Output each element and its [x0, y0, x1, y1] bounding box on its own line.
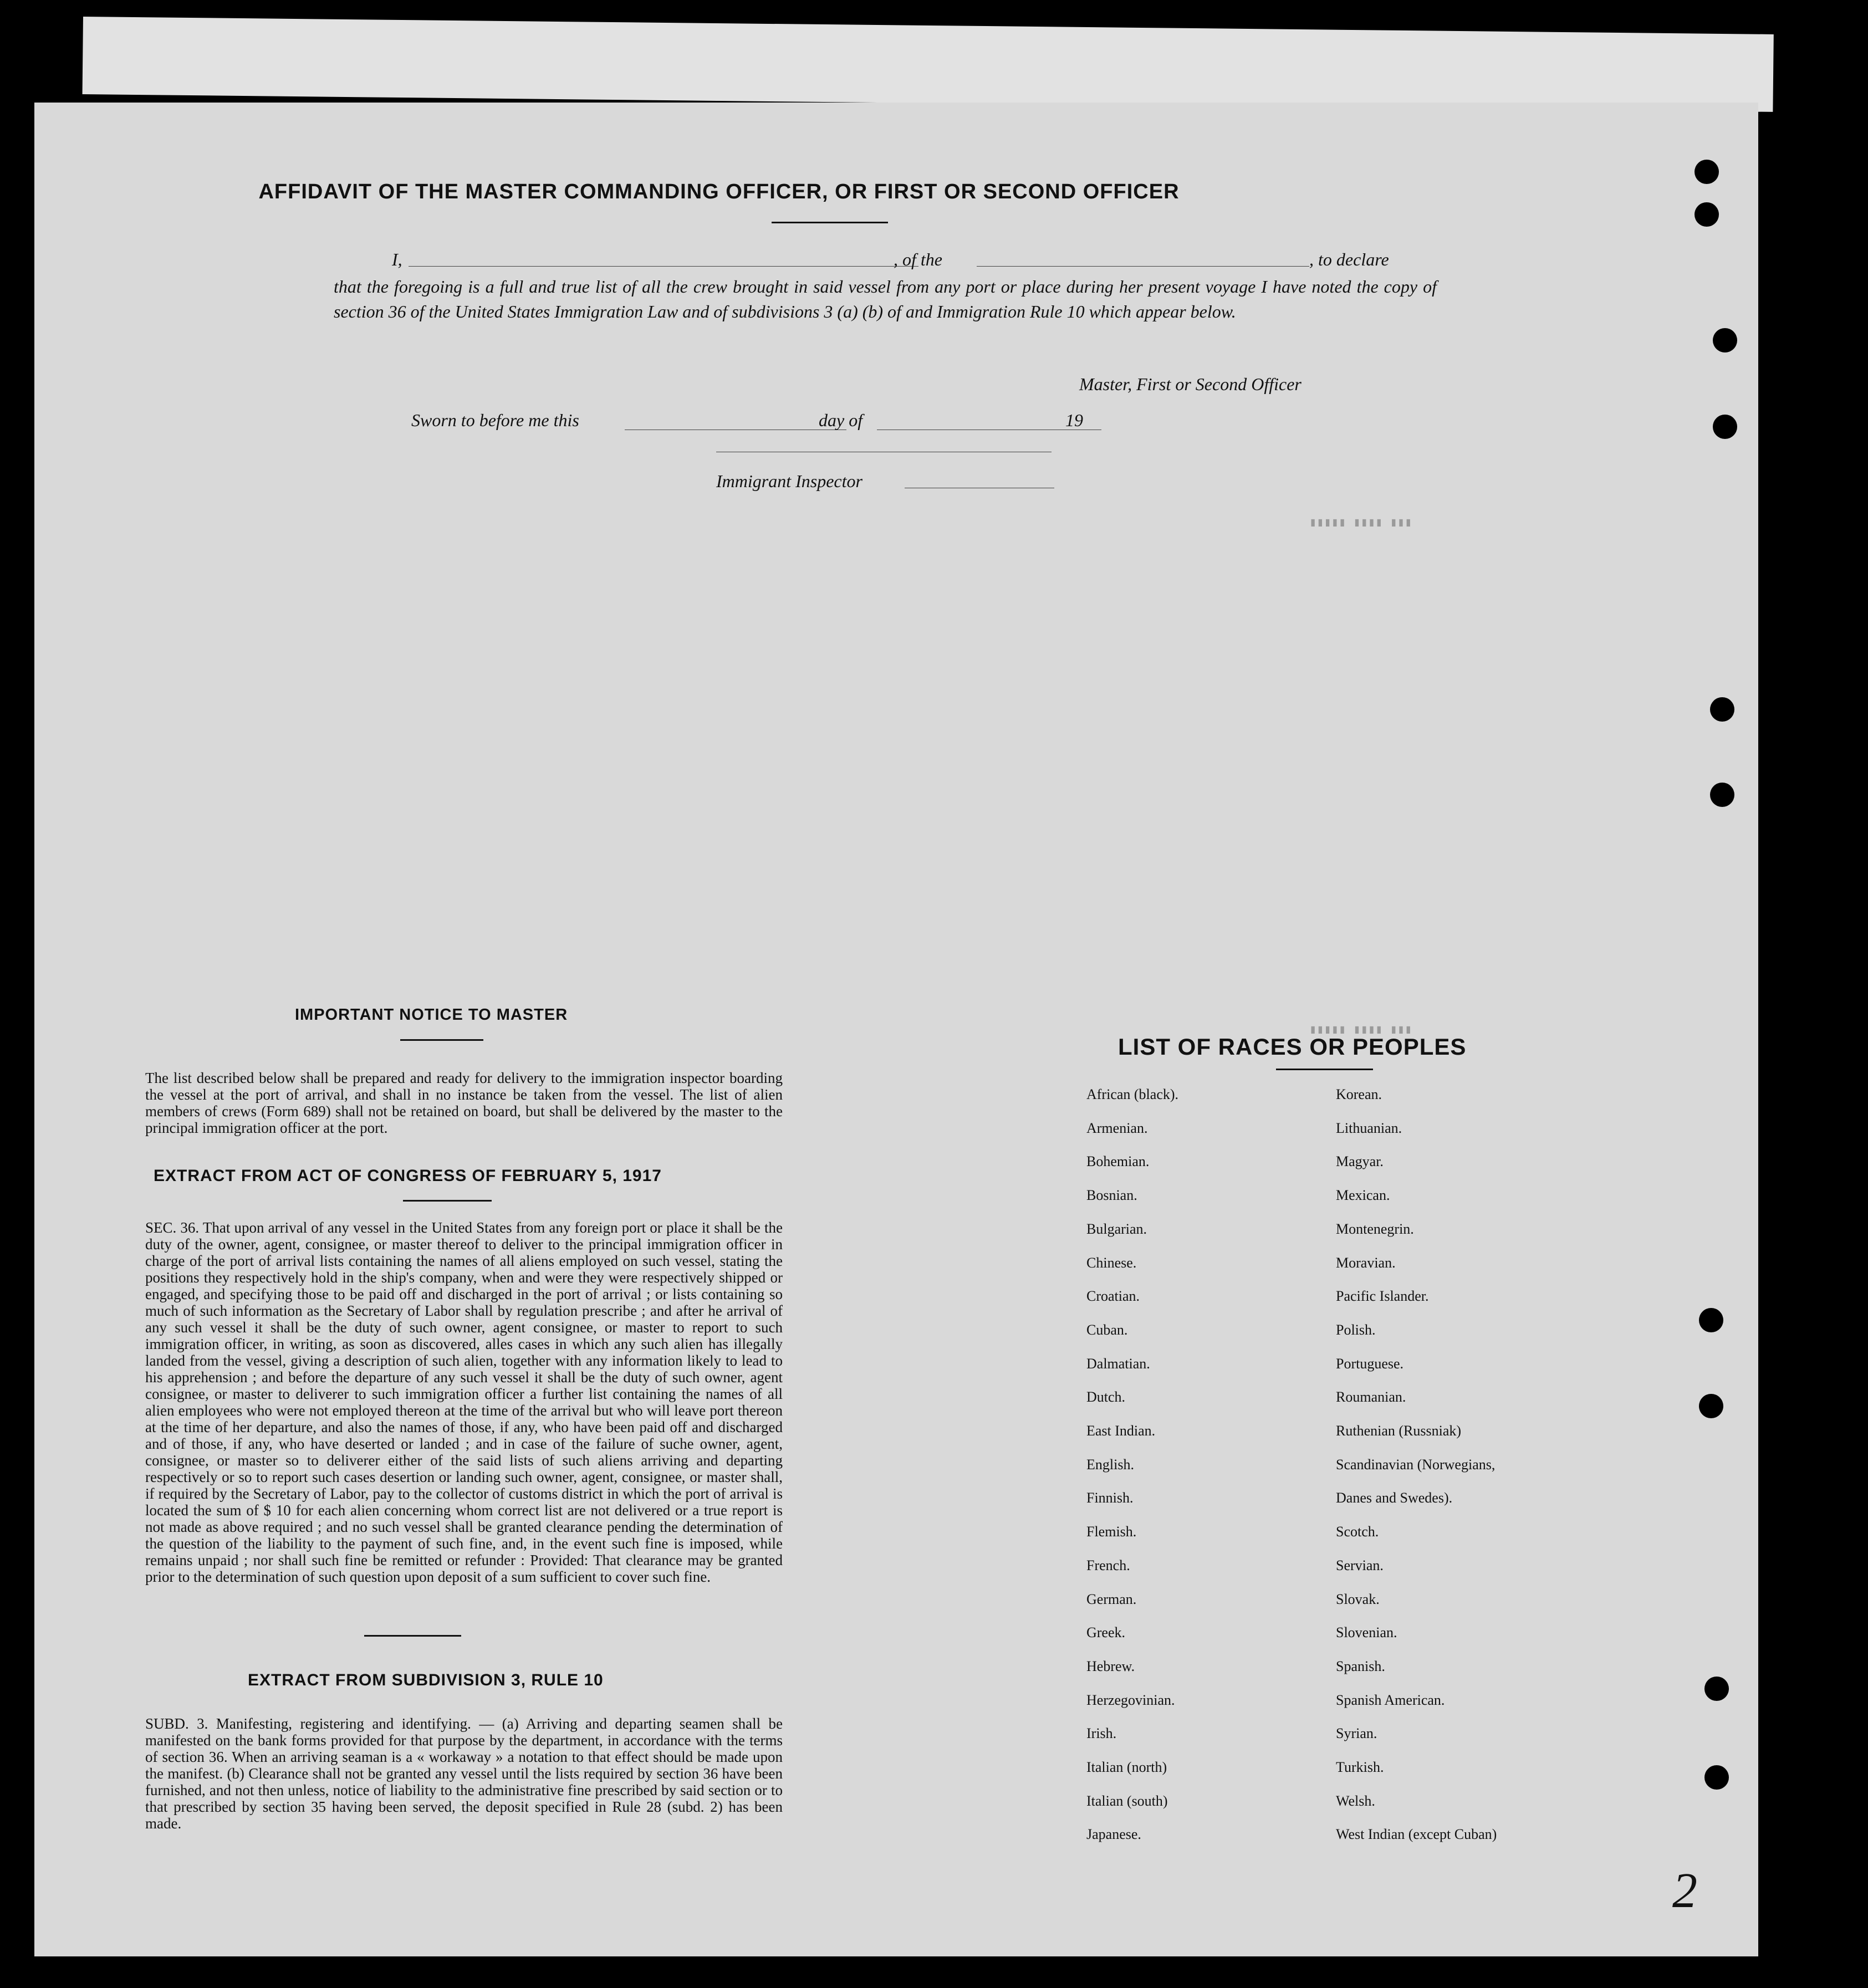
- race-entry: Irish.: [1086, 1725, 1117, 1742]
- race-entry: Polish.: [1336, 1321, 1376, 1338]
- race-entry: Slovak.: [1336, 1591, 1380, 1607]
- race-entry: Bohemian.: [1086, 1153, 1150, 1170]
- affidavit-line1-mid: , of the: [894, 249, 942, 269]
- race-entry: Lithuanian.: [1336, 1120, 1402, 1136]
- race-entry: West Indian (except Cuban): [1336, 1826, 1497, 1843]
- race-entry: Armenian.: [1086, 1120, 1148, 1136]
- race-entry: Turkish.: [1336, 1759, 1384, 1775]
- notice-rule: [400, 1039, 483, 1041]
- sworn-prefix: Sworn to before me this: [411, 410, 579, 430]
- punch-hole: [1710, 697, 1734, 722]
- affidavit-line1-suffix: , to declare: [1309, 249, 1389, 269]
- page-number: 2: [1672, 1863, 1697, 1918]
- race-entry: Magyar.: [1336, 1153, 1384, 1170]
- affidavit-line1-prefix: I,: [392, 249, 402, 269]
- bleed-through-text: ▮▮▮▮▮ ▮▮▮▮ ▮▮▮: [1309, 516, 1412, 530]
- punch-hole: [1713, 328, 1737, 352]
- race-entry: Croatian.: [1086, 1288, 1140, 1305]
- race-entry: Finnish.: [1086, 1490, 1134, 1506]
- punch-hole: [1695, 160, 1719, 184]
- punch-hole: [1704, 1765, 1729, 1790]
- punch-hole: [1695, 202, 1719, 227]
- race-entry: English.: [1086, 1456, 1134, 1473]
- race-entry: Mexican.: [1336, 1187, 1390, 1204]
- section-rule: [364, 1635, 461, 1637]
- race-entry: Danes and Swedes).: [1336, 1490, 1453, 1506]
- punch-hole: [1699, 1308, 1723, 1332]
- sworn-year: 19: [1065, 410, 1083, 430]
- punch-hole: [1704, 1677, 1729, 1701]
- race-entry: Moravian.: [1336, 1254, 1396, 1271]
- race-entry: Welsh.: [1336, 1792, 1375, 1809]
- race-entry: Portuguese.: [1336, 1355, 1404, 1372]
- race-entry: Bulgarian.: [1086, 1220, 1147, 1237]
- race-entry: Scotch.: [1336, 1524, 1379, 1540]
- race-entry: Syrian.: [1336, 1725, 1377, 1742]
- race-entry: Chinese.: [1086, 1254, 1137, 1271]
- race-entry: Japanese.: [1086, 1826, 1141, 1843]
- document-page: [34, 103, 1758, 1956]
- inspector-label: Immigrant Inspector: [716, 471, 862, 491]
- title-rule: [772, 222, 888, 223]
- race-entry: Scandinavian (Norwegians,: [1336, 1456, 1496, 1473]
- punch-hole: [1713, 415, 1737, 439]
- race-entry: East Indian.: [1086, 1423, 1156, 1439]
- name-blank: [409, 266, 918, 267]
- punch-hole: [1710, 783, 1734, 807]
- race-entry: Servian.: [1336, 1557, 1384, 1573]
- race-entry: Korean.: [1336, 1086, 1382, 1102]
- race-entry: Italian (south): [1086, 1792, 1168, 1809]
- race-entry: German.: [1086, 1591, 1137, 1607]
- punch-hole: [1699, 1394, 1723, 1418]
- race-entry: Spanish.: [1336, 1658, 1385, 1674]
- act-rule: [403, 1200, 492, 1202]
- act-body: SEC. 36. That upon arrival of any vessel in the United States from any foreign port or place it shall be the duty of the owner, agent, consignee, or master thereof to deliver to the principal immigration officer in charge of the port of arrival lists containing the names of all aliens employed on such vessel, stating the positions they respectively hold in the ship's company, when and were they were respectively shipped or engaged, and specifying those to be paid off and discharged in the port of arrival ; or lists containing so much of such information as the Secretary of Labor shall by regulation prescribe ; and after he arrival of any such vessel it shall be the duty of such owner, agent consignee, or master to report to such immigration officer, in writing, as soon as discovered, alles cases in which any such alien has illegally landed from the vessel, giving a description of such alien, together with any information likely to lead to his apprehension ; and before the departure of any such vessel it shall be the duty of such owner, agent consignee, or master to deliverer to such immigration officer a further list containing the names of all alien employees who were not employed thereon at the time of the arrival but who will leave port thereon at the time of her departure, and also the names of those, if any, who have been paid off and discharged and of those, if any, who have deserted or landed ; and in case of the failure of suche owner, agent, consignee, or master so to deliverer either of the said lists of such aliens arriving and departing respectively or so to report such cases desertion or landing such owner, agent, consignee, or master shall, if required by the Secretary of Labor, pay to the collector of customs district in which the port of arrival is located the sum of $ 10 for each alien concerning whom correct list are not delivered or a true report is not made as above required ; and no such vessel shall be granted clearance pending the determination of the question of the liability to the payment of such fine, and, in the event such fine is imposed, while remains unpaid ; nor shall such fine be remitted or refunder : Provided: That clearance may be granted prior to the determination of such question upon deposit of a sum sufficient to cover such fine.: [145, 1219, 783, 1585]
- vessel-blank: [977, 266, 1309, 267]
- notice-title: IMPORTANT NOTICE TO MASTER: [295, 1006, 568, 1024]
- notice-body: The list described below shall be prepared and ready for delivery to the immigration inspector boarding the vessel at the port of arrival, and shall in no instance be taken from the vessel. The list of alien members of crews (Form 689) shall not be retained on board, but shall be delivered by the master to the principal immigration officer at the port.: [145, 1070, 783, 1136]
- race-entry: Dalmatian.: [1086, 1355, 1150, 1372]
- attached-strip: [83, 17, 1774, 112]
- race-entry: African (black).: [1086, 1086, 1179, 1102]
- race-entry: Cuban.: [1086, 1321, 1128, 1338]
- sworn-day-label: day of: [819, 410, 863, 430]
- race-entry: Slovenian.: [1336, 1624, 1397, 1641]
- race-entry: Ruthenian (Russniak): [1336, 1423, 1462, 1439]
- rule-title: EXTRACT FROM SUBDIVISION 3, RULE 10: [248, 1671, 604, 1689]
- race-entry: Greek.: [1086, 1624, 1126, 1641]
- race-entry: Roumanian.: [1336, 1389, 1406, 1406]
- race-entry: Herzegovinian.: [1086, 1691, 1175, 1708]
- races-title: LIST OF RACES OR PEOPLES: [1118, 1034, 1467, 1060]
- affidavit-title: AFFIDAVIT OF THE MASTER COMMANDING OFFICER, OR FIRST OR SECOND OFFICER: [258, 180, 1180, 203]
- signature-label: Master, First or Second Officer: [1079, 374, 1302, 394]
- race-entry: French.: [1086, 1557, 1130, 1573]
- affidavit-body: that the foregoing is a full and true list of all the crew brought in said vessel from any port or place during her present voyage I have noted the copy of section 36 of the United States Immigration Law and of subdivisions 3 (a) (b) of and Immigration Rule 10 which appear below.: [334, 277, 1437, 321]
- race-entry: Dutch.: [1086, 1389, 1126, 1406]
- bleed-through-text: ▮▮▮▮▮ ▮▮▮▮ ▮▮▮: [1309, 1023, 1412, 1037]
- race-entry: Montenegrin.: [1336, 1220, 1414, 1237]
- act-title: EXTRACT FROM ACT OF CONGRESS OF FEBRUARY 5, 1917: [154, 1167, 662, 1185]
- race-entry: Bosnian.: [1086, 1187, 1137, 1204]
- race-entry: Spanish American.: [1336, 1691, 1445, 1708]
- race-entry: Flemish.: [1086, 1524, 1137, 1540]
- race-entry: Pacific Islander.: [1336, 1288, 1429, 1305]
- races-rule: [1276, 1069, 1373, 1070]
- rule-body: SUBD. 3. Manifesting, registering and identifying. — (a) Arriving and departing seamen shall be manifested on the bank forms provided for that purpose by the department, in accordance with the terms of section 36. When an arriving seaman is a « workaway » a notation to that effect should be made upon the manifest. (b) Clearance shall not be granted any vessel until the lists required by section 36 have been furnished, and not then unless, notice of liability to the administrative fine prescribed by said section or to that prescribed by section 35 having been served, the deposit specified in Rule 28 (subd. 2) has been made.: [145, 1715, 783, 1832]
- race-entry: Italian (north): [1086, 1759, 1167, 1775]
- race-entry: Hebrew.: [1086, 1658, 1135, 1674]
